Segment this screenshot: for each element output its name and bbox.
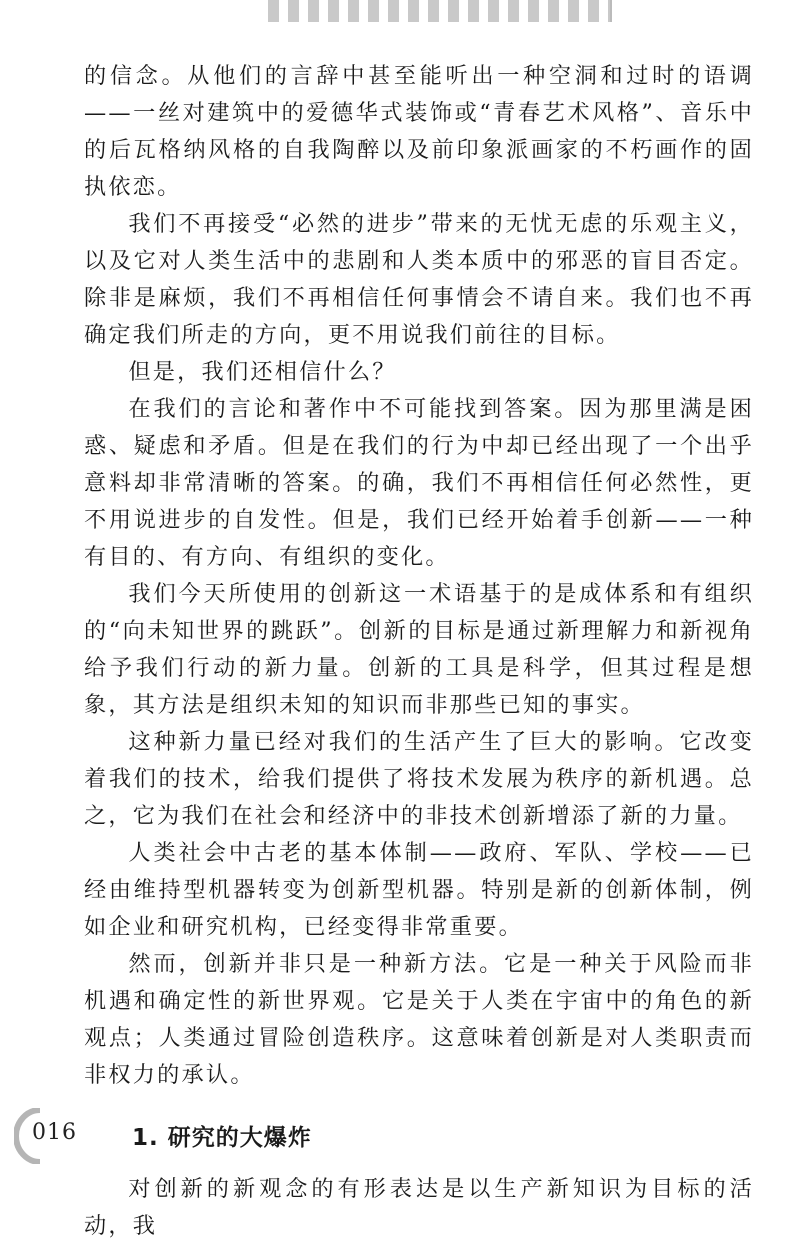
body-paragraph: 在我们的言论和著作中不可能找到答案。因为那里满是困惑、疑虑和矛盾。但是在我们的行为中却已经出现了一个出乎意料却非常清晰的答案。的确，我们不再相信任何必然性，更不用说进步的自发性。但是，我们已经开始着手创新——一种有目的、有方向、有组织的变化。 (84, 396, 754, 570)
page-number: 016 (32, 1120, 77, 1145)
page-body (84, 58, 754, 1245)
header-decoration-strip (268, 0, 610, 22)
body-paragraph: 的信念。从他们的言辞中甚至能听出一种空洞和过时的语调——一丝对建筑中的爱德华式装饰或“青春艺术风格”、音乐中的后瓦格纳风格的自我陶醉以及前印象派画家的不朽画作的固执依恋。 (84, 63, 754, 200)
body-paragraph: 但是，我们还相信什么？ (128, 359, 397, 385)
body-paragraph: 人类社会中古老的基本体制——政府、军队、学校——已经由维持型机器转变为创新型机器。特别是新的创新体制，例如企业和研究机构，已经变得非常重要。 (84, 840, 754, 940)
body-paragraph: 对创新的新观念的有形表达是以生产新知识为目标的活动，我 (84, 1176, 754, 1239)
body-paragraph: 然而，创新并非只是一种新方法。它是一种关于风险而非机遇和确定性的新世界观。它是关于人类在宇宙中的角色的新观点；人类通过冒险创造秩序。这意味着创新是对人类职责而非权力的承认。 (84, 951, 754, 1088)
body-paragraph: 我们今天所使用的创新这一术语基于的是成体系和有组织的“向未知世界的跳跃”。创新的目标是通过新理解力和新视角给予我们行动的新力量。创新的工具是科学，但其过程是想象，其方法是组织未知的知识而非那些已知的事实。 (84, 581, 754, 718)
section-heading: 1. 研究的大爆炸 (132, 1125, 312, 1151)
page-number-badge (14, 1108, 86, 1164)
body-paragraph: 我们不再接受“必然的进步”带来的无忧无虑的乐观主义，以及它对人类生活中的悲剧和人类本质中的邪恶的盲目否定。除非是麻烦，我们不再相信任何事情会不请自来。我们也不再确定我们所走的方向，更不用说我们前往的目标。 (84, 211, 754, 348)
body-paragraph: 这种新力量已经对我们的生活产生了巨大的影响。它改变着我们的技术，给我们提供了将技术发展为秩序的新机遇。总之，它为我们在社会和经济中的非技术创新增添了新的力量。 (84, 729, 754, 829)
